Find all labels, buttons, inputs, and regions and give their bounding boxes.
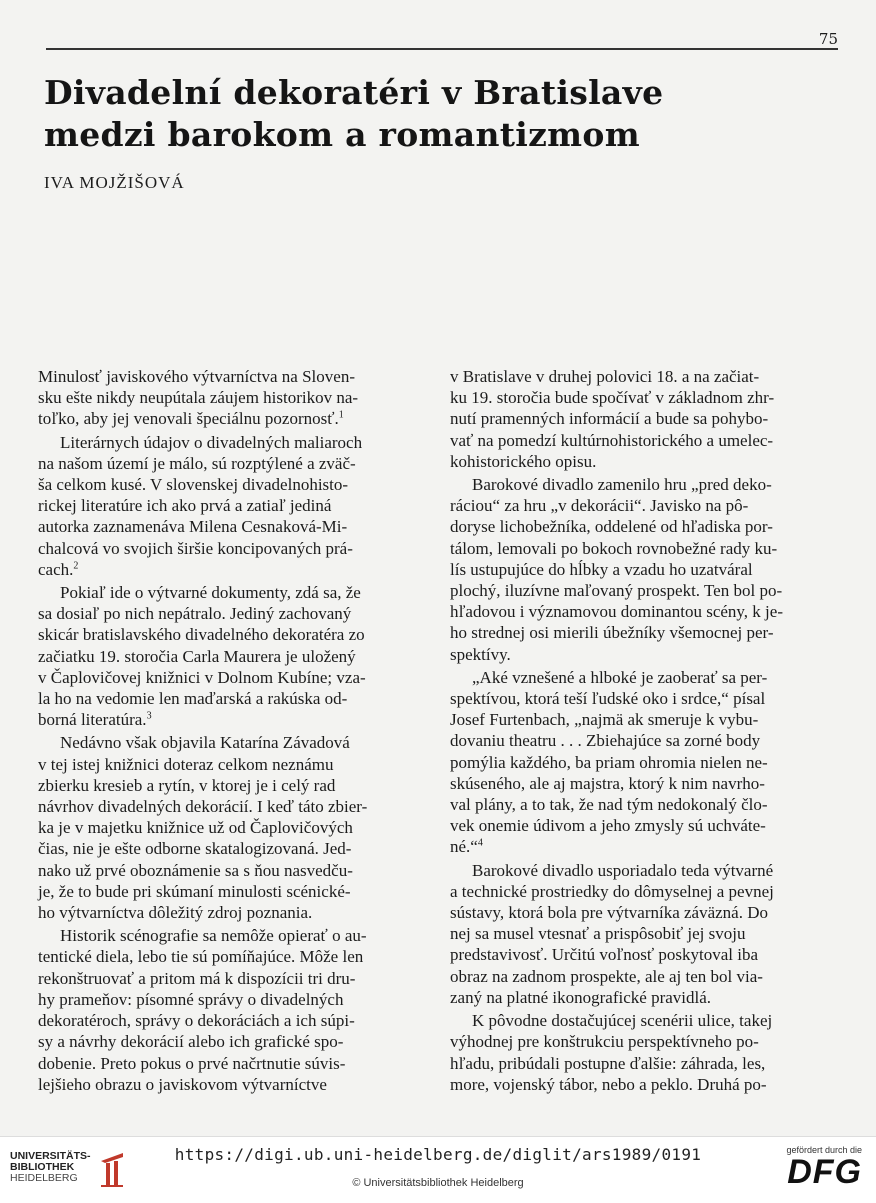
text-line: zbierku kresieb a rytín, v ktorej je i celý rad <box>38 775 336 795</box>
text-line: spektívou, ktorá teší ľudské oko i srdce,“ písal <box>450 689 766 709</box>
page-number: 75 <box>818 30 838 48</box>
text-line: hy prameňov: písomné správy o divadelných <box>38 989 344 1009</box>
paragraph <box>38 582 428 730</box>
logo-line-1: UNIVERSITÄTS- <box>10 1150 91 1162</box>
paragraph <box>38 925 428 1095</box>
text-line: ho výtvarníctva dôležitý zdroj poznania. <box>38 903 313 923</box>
article-title <box>44 72 824 156</box>
text-line: doryse lichobežníka, oddelené od hľadiska por- <box>450 517 773 537</box>
paragraph <box>450 860 836 1008</box>
text-line: vek onemie údivom a jeho zmysly sú uchváte- <box>450 816 766 836</box>
text-line: tálom, lemovali po bokoch rovnobežné rady ku- <box>450 538 778 558</box>
text-line: lejšieho obrazu o javiskovom výtvarníctve <box>38 1074 327 1094</box>
text-line: skicár bratislavského divadelného dekoratéra zo <box>38 625 365 645</box>
article-author: IVA MOJŽIŠOVÁ <box>44 173 185 192</box>
text-line: Barokové divadlo usporiadalo teda výtvarné <box>472 860 774 880</box>
text-line: né.“ <box>450 837 478 857</box>
text-line: návrhov divadelných dekorácií. I keď táto zbier- <box>38 797 368 817</box>
text-line: ka je v majetku knižnice už od Čaplovičových <box>38 818 353 838</box>
footnote-marker[interactable]: 4 <box>477 837 483 849</box>
text-line: je, že to bude pri skúmaní minulosti scénické- <box>38 881 351 901</box>
text-line: v Bratislave v druhej polovici 18. a na začiat- <box>450 367 760 386</box>
text-line: hľadovou i významovou dominantou scény, k je- <box>450 602 783 622</box>
text-line: Barokové divadlo zamenilo hru „pred deko- <box>472 475 772 495</box>
right-text-column <box>450 366 836 1097</box>
text-line: sy a návrhy dekorácií alebo ich grafické spo- <box>38 1032 344 1052</box>
text-line: predstavivosť. Určitú voľnosť poskytoval iba <box>450 945 759 965</box>
dfg-logo[interactable] <box>786 1145 862 1189</box>
text-line: rickej literatúre ich ako prvá a zatiaľ jediná <box>38 496 332 516</box>
text-line: dekoratéroch, správy o dekoráciách a ich súpi- <box>38 1011 355 1031</box>
logo-line-2: BIBLIOTHEK <box>10 1161 75 1173</box>
text-line: val plány, a to tak, že nad tým nedokonalý člo- <box>450 795 768 815</box>
text-line: Nedávno však objavila Katarína Závadová <box>60 733 350 753</box>
text-line: začiatku 19. storočia Carla Maurera je uložený <box>38 646 356 666</box>
text-line: lís ustupujúce do hĺbky a vzadu ho uzatváral <box>450 559 753 579</box>
text-line: sústavy, ktorá bola pre výtvarníka záväzná. Do <box>450 903 769 923</box>
text-line: autorka zaznamenáva Milena Cesnaková-Mi- <box>38 517 348 537</box>
text-line: kohistorického opisu. <box>450 451 597 471</box>
text-line: spektívy. <box>450 644 511 664</box>
text-line: rekonštruovať a pritom má k dispozícii tri dru- <box>38 968 356 988</box>
footnote-marker[interactable]: 2 <box>73 560 79 572</box>
text-line: na našom území je málo, sú rozptýlené a zväč- <box>38 453 356 473</box>
footnote-marker[interactable]: 3 <box>146 710 152 722</box>
title-line-2: medzi barokom a romantizmom <box>44 115 640 154</box>
document-url-link[interactable]: https://digi.ub.uni-heidelberg.de/diglit/ars1989/0191 <box>174 1145 702 1164</box>
title-line-1: Divadelní dekoratéri v Bratislave <box>44 73 664 112</box>
text-line: hľadu, pribúdali postupne ďalšie: záhrada, les, <box>450 1053 766 1073</box>
text-line: sa dosiaľ po nich nepátralo. Jediný zachovaný <box>38 604 352 624</box>
text-line: zaný na platné ikonografické pravidlá. <box>450 987 712 1007</box>
text-line: dovaniu theatru . . . Zbiehajúce sa zorné body <box>450 731 761 751</box>
text-line: Minulosť javiskového výtvarníctva na Sloven- <box>38 367 355 386</box>
text-line: dobenie. Preto pokus o prvé načrtnutie súvis- <box>38 1053 346 1073</box>
text-line: ku 19. storočia bude spočívať v základnom zhr- <box>450 388 775 408</box>
text-line: v Čaplovičovej knižnici v Dolnom Kubíne; vza- <box>38 667 366 687</box>
paragraph <box>38 732 428 923</box>
text-line: cach. <box>38 559 74 579</box>
text-line: čias, nie je ešte odborne skatalogizovaná. Jed- <box>38 839 352 859</box>
text-line: ho strednej osi mierili úbežníky všemocnej per- <box>450 623 774 643</box>
copyright-notice: © Universitätsbibliothek Heidelberg <box>352 1177 524 1189</box>
text-line: a technické prostriedky do dômyselnej a pevnej <box>450 881 774 901</box>
text-line: skúseného, ale aj majstra, ktorý k nim navrho- <box>450 773 765 793</box>
text-line: výhodnej pre konštrukciu perspektívneho po- <box>450 1032 759 1052</box>
text-line: la ho na vedomie len maďarská a rakúska od- <box>38 689 348 709</box>
text-line: nutí pramenných informácií a bude sa pohybo- <box>450 409 769 429</box>
text-line: Literárnych údajov o divadelných maliaroch <box>60 432 363 452</box>
text-line: nako už prvé oboznámenie sa s ňou nasvedču- <box>38 860 353 880</box>
header-rule <box>46 48 838 50</box>
footnote-marker[interactable]: 1 <box>338 409 344 421</box>
text-line: v tej istej knižnici doteraz celkom neznámu <box>38 754 334 774</box>
paragraph <box>38 366 428 430</box>
text-line: Pokiaľ ide o výtvarné dokumenty, zdá sa, že <box>60 583 361 603</box>
text-line: vať na pomedzí kultúrnohistorického a umelec- <box>450 430 774 450</box>
text-line: toľko, aby jej venovali špeciálnu pozornosť. <box>38 409 339 429</box>
text-line: ráciou“ za hru „v dekorácii“. Javisko na pô- <box>450 496 749 516</box>
dfg-caption: gefördert durch die <box>786 1145 862 1155</box>
text-line: Josef Furtenbach, „najmä ak smeruje k vybu- <box>450 710 759 730</box>
text-line: plochý, iluzívne maľovaný prospekt. Ten bol po- <box>450 581 783 601</box>
text-line: chalcová vo svojich širšie koncipovaných prá- <box>38 538 353 558</box>
paragraph <box>450 1010 836 1095</box>
paragraph <box>38 432 428 580</box>
left-text-column <box>38 366 428 1097</box>
text-line: K pôvodne dostačujúcej scenérii ulice, takej <box>472 1011 773 1031</box>
dfg-wordmark: DFG <box>787 1153 862 1191</box>
text-line: ša celkom kusé. V slovenskej divadelnohisto- <box>38 475 349 495</box>
text-line: more, vojenský tábor, nebo a peklo. Druhá po- <box>450 1074 767 1094</box>
text-line: „Aké vznešené a hlboké je zaoberať sa per- <box>472 667 768 687</box>
paragraph <box>450 667 836 858</box>
paragraph <box>450 474 836 665</box>
text-line: borná literatúra. <box>38 710 147 730</box>
text-line: Historik scénografie sa nemôže opierať o au- <box>60 926 367 946</box>
text-line: nej sa musel vtesnať a prispôsobiť jej svoju <box>450 924 746 944</box>
text-line: obraz na zadnom prospekte, ale aj ten bol via- <box>450 966 763 986</box>
paragraph <box>450 366 836 472</box>
logo-line-3: HEIDELBERG <box>10 1172 78 1184</box>
footer-bar <box>0 1136 876 1203</box>
text-line: sku ešte nikdy neupútala záujem historikov na- <box>38 388 359 408</box>
text-line: pomýlia každého, ba priam ohromia nielen ne- <box>450 752 768 772</box>
text-line: tentické diela, lebo tie sú pomíňajúce. Môže len <box>38 947 364 967</box>
